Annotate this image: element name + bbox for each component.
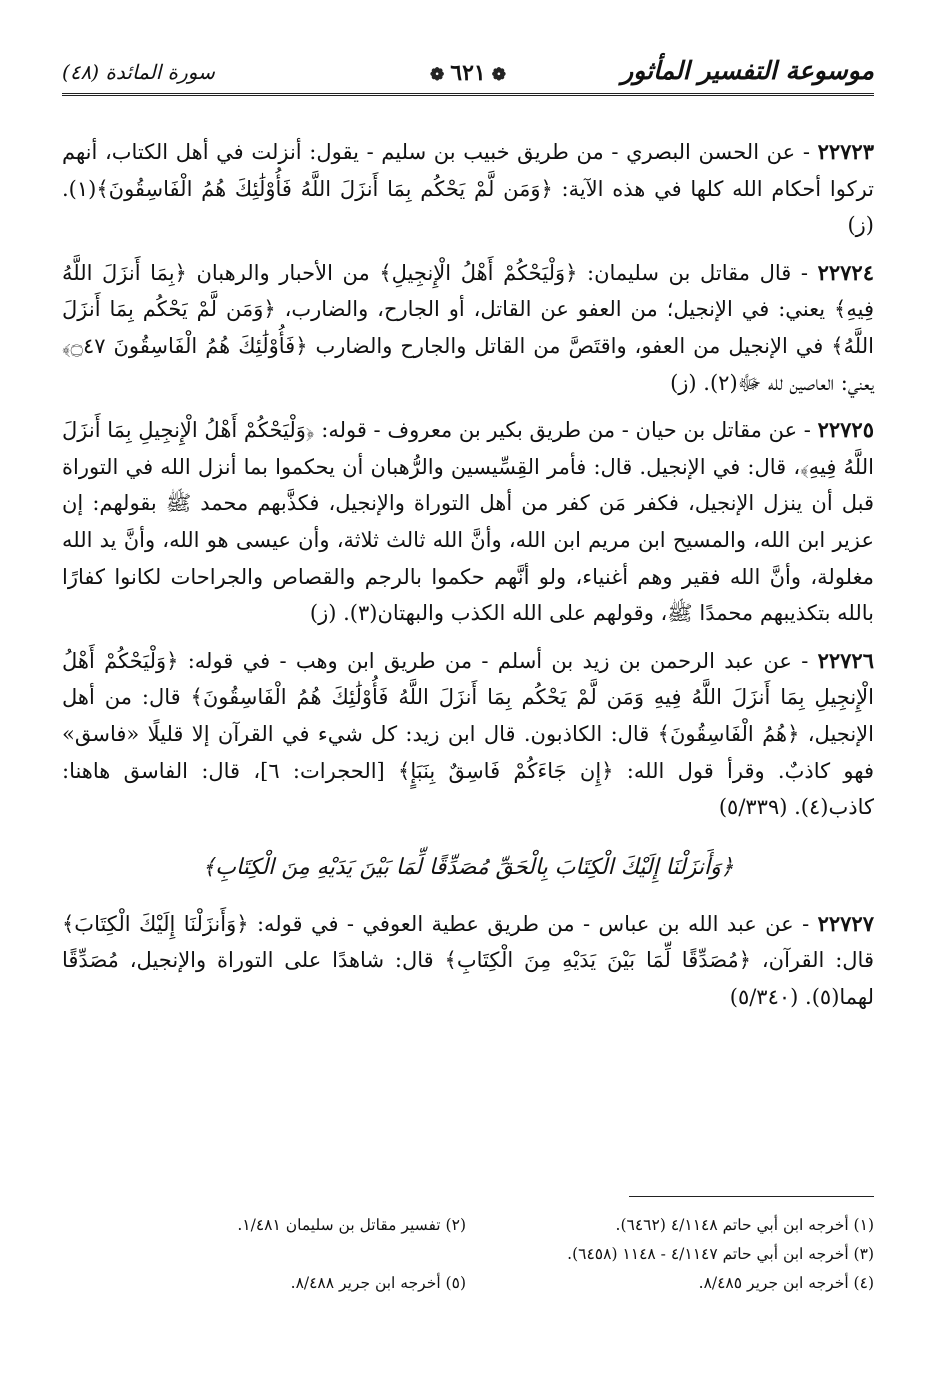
narration-text: - عن مقاتل بن حيان - من طريق بكير بن معروف - قوله: ﴿وَلْيَحْكُمْ أَهْلُ الْإِنجِيلِ بِمَا أَنزَلَ اللَّهُ فِيهِ﴾، قال: في الإنجيل. قال: فأمر القِسِّيسين والرُّهبان أن يحكموا بما أنزل الله في التوراة قبل أن ينزل الإنجيل، فكفر مَن كفر من أهل التوراة والإنجيل، فكذَّبهم محمد ﷺ بقولهم: إن عزير ابن الله، والمسيح ابن مريم ابن الله، وأنَّ الله ثالث ثلاثة، وأن عيسى هو الله، وأنَّ يد الله مغلولة، وأنَّ الله فقير وهم أغنياء، ولو أنَّهم حكموا بالرجم والقصاص والجراحات لكانوا كفارًا بالله بتكذيبهم محمدًا ﷺ، وقولهم على الله الكذب والبهتان(٣). (ز) [62,418,874,626]
footnote-rule [629,1196,874,1197]
footnote: (٥) أخرجه ابن جرير ٨/٤٨٨. [290,1274,466,1292]
footnote: (٣) أخرجه ابن أبي حاتم ٤/١١٤٧ - ١١٤٨ (٦٤٥٨). [567,1245,874,1263]
footnote-row [62,1211,874,1240]
footnote-row [62,1269,874,1298]
narration-number: ٢٢٧٢٦ [817,647,874,673]
verse-heading: ﴿وَأَنزَلْنَا إِلَيْكَ الْكِتَابَ بِالْحَقِّ مُصَدِّقًا لِّمَا بَيْنَ يَدَيْهِ مِنَ الْكِتَابِ﴾ [202,854,734,880]
footnote: (٢) تفسير مقاتل بن سليمان ١/٤٨١. [237,1216,466,1234]
narration-entry [62,643,874,826]
narration-number: ٢٢٧٢٥ [817,417,874,443]
narration-text: - عن عبد الرحمن بن زيد بن أسلم - من طريق ابن وهب - في قوله: ﴿وَلْيَحْكُمْ أَهْلُ الْإِنجِيلِ بِمَا أَنزَلَ اللَّهُ فِيهِ وَمَن لَّمْ يَحْكُم بِمَا أَنزَلَ اللَّهُ فَأُوْلَٰئِكَ هُمُ الْفَاسِقُونَ﴾ قال: من أهل الإنجيل، ﴿هُمُ الْفَاسِقُونَ﴾ قال: الكاذبون. قال ابن زيد: كل شيء في القرآن إلا قليلًا «فاسق» فهو كاذبٌ. وقرأ قول الله: ﴿إِن جَاءَكُمْ فَاسِقٌ بِنَبَإٍ﴾ [الحجرات: ٦]، قال: الفاسق هاهنا: كاذب(٤). (٥/٣٣٩) [62,648,874,820]
book-title: موسوعة التفسير المأثور [621,56,874,85]
narration-entry [62,134,874,244]
narration-number: ٢٢٧٢٧ [817,910,874,936]
narration-entry [62,412,874,632]
narration-number: ٢٢٧٢٤ [817,259,874,285]
footnotes [62,1196,874,1298]
ornament-icon: ❁ [491,65,506,85]
running-header [62,48,874,96]
page [62,48,874,1338]
narration-number: ٢٢٧٢٣ [817,139,874,164]
header-rule [62,93,874,96]
narration-entry [62,255,874,401]
footnote: (٤) أخرجه ابن جرير ٨/٤٨٥. [698,1274,874,1292]
page-number: ٦٢١ [450,60,486,86]
footnote-row [62,1240,874,1269]
ornament-icon: ❁ [430,65,445,85]
narration-text: - عن عبد الله بن عباس - من طريق عطية العوفي - في قوله: ﴿وَأَنزَلْنَا إِلَيْكَ الْكِتَابَ﴾ قال: القرآن، ﴿مُصَدِّقًا لِّمَا بَيْنَ يَدَيْهِ مِنَ الْكِتَابِ﴾ قال: شاهدًا على التوراة والإنجيل، مُصَدِّقًا لهما(٥). (٥/٣٤٠) [62,911,874,1009]
page-body [62,134,874,1026]
surah-title: سورة المائدة (٤٨) [62,60,215,84]
narration-entry [62,906,874,1016]
narration-text: - عن الحسن البصري - من طريق خبيب بن سليم - يقول: أنزلت في أهل الكتاب، أنهم تركوا أحكام الله كلها في هذه الآية: ﴿وَمَن لَّمْ يَحْكُم بِمَا أَنزَلَ اللَّهُ فَأُوْلَٰئِكَ هُمُ الْفَاسِقُونَ﴾(١). (ز) [62,140,874,238]
narration-text: - قال مقاتل بن سليمان: ﴿وَلْيَحْكُمْ أَهْلُ الْإِنجِيلِ﴾ من الأحبار والرهبان ﴿بِمَا أَنزَلَ اللَّهُ فِيهِ﴾ يعني: في الإنجيل؛ من العفو عن القاتل، أو الجارح، والضارب، ﴿وَمَن لَّمْ يَحْكُم بِمَا أَنزَلَ اللَّهُ﴾ في الإنجيل من العفو، واقتَصَّ من القاتل والجارح والضارب ﴿فَأُوْلَٰئِكَ هُمُ الْفَاسِقُونَ ۝٤٧﴾ يعني: العاصين لله ﷻ(٢). (ز) [62,260,874,395]
footnote: (١) أخرجه ابن أبي حاتم ٤/١١٤٨ (٦٤٦٢). [615,1216,874,1234]
